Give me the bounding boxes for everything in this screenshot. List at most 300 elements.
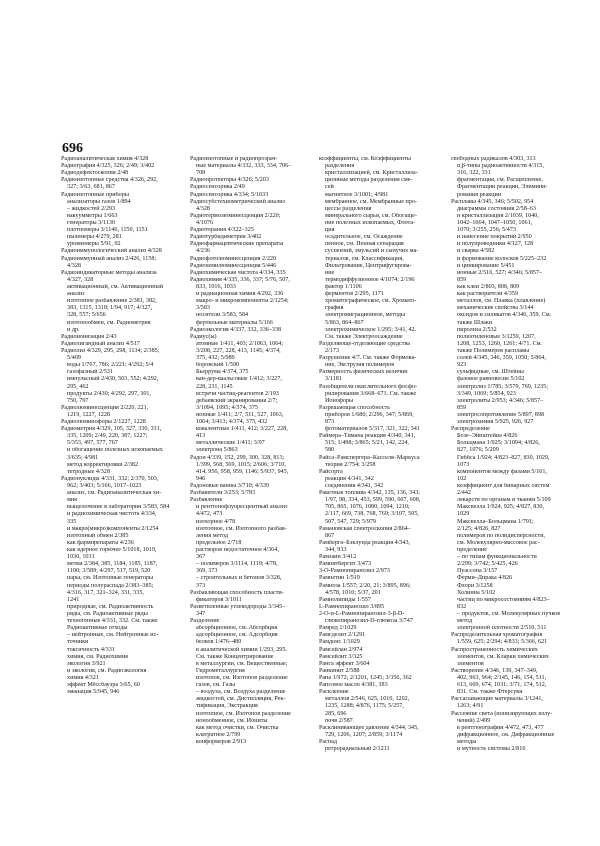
index-entry: фактор 1/1106 — [325, 283, 362, 290]
index-entry: Радиус(ы) — [190, 333, 217, 340]
index-entry: элементов — [457, 660, 484, 667]
index-entry: 5/863, 864–867 — [325, 319, 364, 326]
index-entry: 1241 — [67, 596, 80, 603]
index-entry: 833, 1016, 1033 — [196, 283, 236, 290]
index-entry: 1029 — [457, 511, 470, 518]
index-entry: 1190; 3/589; 4/297, 517, 519, 520 — [67, 568, 151, 575]
index-entry: и мутность системы 2/816 — [457, 746, 526, 753]
index-entry: металлов 2/546, 625, 1010, 1202, — [325, 696, 410, 703]
index-entry: воды 1/767, 786; 2/221; 4/292; 5/4 — [67, 362, 154, 369]
index-entry: ферментов 2/295, 1171 — [325, 291, 384, 298]
index-entry: тетродные 4/328 — [67, 468, 110, 475]
index-entry: Радиоиммунный анализ 2/426, 1158; — [61, 255, 157, 262]
index-entry: клатратное 2/799 — [196, 731, 241, 738]
index-entry: Радиофармацевтические препараты — [190, 241, 284, 248]
index-entry: реакция 4/341, 342 — [325, 475, 374, 482]
index-entry: фикаторов 3/1011 — [196, 596, 242, 603]
index-entry: 4/1076 — [196, 219, 214, 226]
index-entry: 1/97, 98, 334, 453, 599, 590, 607, 608, — [325, 497, 421, 504]
index-entry: 3/208, 227, 228, 413, 1145; 4/374, — [196, 347, 281, 354]
index-entry: 4/236 — [196, 248, 210, 255]
index-entry: разделения — [325, 163, 355, 170]
index-entry: L-Рамнопиранозил 3/895 — [319, 603, 385, 610]
index-entry: Рамзаин 3/412 — [319, 554, 357, 561]
index-entry: 923 — [457, 362, 467, 369]
index-entry: Рамсейлан 2/974 — [319, 646, 363, 653]
index-entry: Радиоаналитическая химия 4/328 — [61, 156, 149, 162]
index-entry: Разбавление — [190, 497, 223, 504]
index-entry: ние полезных ископаемых, Флота- — [325, 219, 416, 226]
index-entry: 3/1094, 1095; 4/374, 375 — [196, 404, 258, 411]
index-entry: почв 2/587 — [325, 717, 353, 724]
index-entry: пиролиза 2/532 — [457, 326, 497, 333]
index-entry: и радиационная химия 4/292, 336 — [196, 291, 284, 298]
index-entry: териалов, см. Классификация, — [325, 255, 404, 262]
index-entry: Радиолигандный анализ 4/517 — [61, 340, 140, 347]
index-entry: 375, 432; 5/989 — [196, 355, 235, 362]
index-entry: осадительное, см. Осаждение — [325, 234, 403, 241]
index-entry: полиэтиленовые 3/1259, 1207, — [457, 333, 536, 340]
index-column-4 — [451, 156, 577, 753]
index-entry: Радиоиндикаторные методы анализа — [61, 269, 157, 276]
index-entry: минерального сырья, см. Обогаще- — [325, 212, 417, 219]
index-entry: дифракционное, см. Дифракционные — [457, 731, 555, 738]
index-entry: 335, 1209; 2/49, 220, 387, 1227; — [67, 433, 148, 440]
index-column-3 — [319, 156, 445, 753]
index-entry: лекарств по органам и тканям 5/109 — [457, 497, 551, 504]
index-entry: Фрагментации реакции, Элимини- — [457, 184, 548, 191]
index-entry: Холинна 5/102 — [457, 589, 496, 596]
index-entry: эффект Мёссбауэра 3/65, 60 — [67, 682, 140, 689]
index-entry: и формование колосков 5/225–232 — [457, 255, 547, 262]
index-entry: 750, 797 — [67, 397, 89, 404]
index-entry: Рапа 1/972; 2/1201, 1245; 3/356, 362 — [319, 674, 412, 681]
index-entry: как растворители 4/359 — [457, 291, 518, 298]
index-column-1 — [61, 156, 187, 696]
index-entry: 3/349, 1069; 5/854, 923 — [457, 390, 516, 397]
index-entry: электрона 5/863 — [196, 447, 238, 454]
index-entry: 413 — [196, 433, 206, 440]
index-entry: 285, 696 — [325, 710, 347, 717]
index-entry: Радиохемилюминесценция 5/446 — [190, 262, 277, 269]
index-entry: Радиолиз 4/329, 295, 298, 1134; 2/385; — [61, 347, 160, 354]
index-entry: газофазный 2/531 — [67, 369, 114, 376]
index-entry: глюкопиранозил-D-глюкоза 3/747 — [325, 618, 413, 625]
index-entry: Ранга эффект 3/604 — [319, 660, 370, 667]
index-entry: атомные 1/411, 403; 2/1063, 1064; — [196, 340, 284, 347]
index-entry: встречи частиц-реагентов 2/193 — [196, 390, 279, 397]
index-entry: периоды полураспада 2/383–385; — [67, 582, 154, 589]
index-entry: 1042–1064, 1047–1050, 1061, — [457, 219, 533, 226]
index-entry: 962; 3/403; 5/166, 1017–1023 — [67, 483, 142, 490]
index-entry: электрохимическое 1/295; 3/41, 42. — [325, 326, 417, 333]
index-entry: 1235, 1288; 4/876, 1175; 5/257, — [325, 703, 404, 710]
index-entry: коэффициент для бинарных систем — [457, 483, 550, 490]
index-entry: 2/442 — [457, 490, 471, 497]
index-entry: Бьеррума 4/374, 375 — [196, 369, 249, 376]
index-entry: метки 2/384, 385, 1184, 1185, 1187, — [67, 561, 158, 568]
index-entry: фазовое равновесие 5/102 — [457, 376, 525, 383]
index-entry: рования реакции — [457, 191, 502, 198]
index-entry: Радон 4/339, 152, 299, 300, 328, 813; — [190, 454, 285, 461]
index-entry: 946 — [196, 475, 206, 482]
index-entry: точники — [67, 639, 89, 646]
index-entry: 4/328 — [67, 262, 81, 269]
index-entry: 580 — [325, 447, 335, 454]
index-entry: как ядерное горючее 5/1018, 1019, — [67, 547, 157, 554]
index-entry: 1/399, 568, 569, 1015; 2/606; 3/710, — [196, 461, 286, 468]
index-entry: также Полимерев расплавы — [457, 347, 530, 354]
index-entry: Радиография 4/325, 326; 2/49; 3/402 — [61, 163, 155, 170]
index-entry: графия — [325, 305, 344, 312]
index-entry: ления метод — [196, 532, 228, 539]
index-entry: 831. См. также Фтерсуки — [457, 689, 523, 696]
index-entry: фотоматериалов 5/317, 321, 322, 341 — [325, 426, 420, 433]
index-entry: ные материалы 4/332, 333, 334, 706– — [196, 163, 292, 170]
index-entry: 3/583 — [196, 305, 210, 312]
index-entry: частиц по микросостояниям 4/823– — [457, 596, 550, 603]
index-entry: Рамдонс 1/1029 — [319, 639, 360, 646]
index-entry: Рамнетин 1/519 — [319, 575, 360, 582]
index-entry: продукты 2/430; 4/292, 297, 301, — [67, 390, 152, 397]
index-entry: – воздуха, см. Воздуха разделение — [196, 689, 286, 696]
index-entry: 1208, 1253, 1260, 1261; 4/71. См. — [457, 340, 543, 347]
index-entry: 402, 963, 964; 2/145, 146, 154, 511, — [457, 674, 547, 681]
index-entry: Радиоионизация 2/43 — [61, 333, 117, 340]
index-entry: 1030, 1031 — [67, 554, 95, 561]
index-entry: 2/117, 669, 738, 768, 769; 3/107, 505, — [325, 511, 419, 518]
index-entry: тификация, Экстракция — [196, 703, 258, 710]
index-entry: 5/409 — [67, 355, 81, 362]
index-entry: цессы разделения — [325, 205, 372, 212]
index-entry: 2/173 — [325, 347, 339, 354]
index-entry: изотопообмен, см. Радиометрия — [67, 319, 151, 326]
index-entry: Разделяюще-отделяющие средства — [319, 340, 410, 347]
index-entry: 4/328 — [196, 205, 210, 212]
index-entry: 859 — [457, 404, 467, 411]
index-entry: Райса–Рамспергера–Касселя–Маркуса — [319, 454, 420, 461]
index-entry: Радиоактивные отходы — [67, 625, 128, 632]
index-entry: Радиотурбидиметрия 3/402 — [190, 234, 262, 241]
index-entry: и радиохимическая чистота 4/334, — [67, 511, 157, 518]
index-entry: ция — [325, 227, 335, 234]
index-entry: 316, 322, 331 — [457, 170, 491, 177]
index-entry: Радионуклиды 4/331, 332; 2/370, 503, — [61, 475, 159, 482]
index-entry: природные, см. Радиоактивность — [67, 603, 154, 610]
index-entry: 373 — [196, 582, 206, 589]
index-entry: Радиосенсорика 4/334; 5/1033 — [190, 191, 269, 198]
index-entry: и нанесение покрытий 2/950 — [457, 234, 532, 241]
index-entry: ние, Экструзия полимеров — [325, 362, 395, 369]
index-entry: оксидов и силикатов 4/346, 359. См. — [457, 312, 552, 319]
index-entry: 867 — [325, 532, 335, 539]
index-entry: сульфидные, см. Штейны — [457, 369, 524, 376]
index-entry: и макро(микро)компоненты 2/1254 — [67, 525, 159, 532]
index-entry: анализаторы газов 1/894 — [67, 198, 131, 205]
index-entry: Распространенность химических — [451, 646, 538, 653]
index-entry: 369, 373 — [196, 568, 218, 575]
index-entry: 1064; 3/413; 4/374, 375, 432 — [196, 419, 268, 426]
index-entry: Расклинивающее давление 4/344, 345, — [319, 724, 419, 731]
index-entry: Раймера–Тимана реакция 4/340, 341, — [319, 433, 416, 440]
index-entry: изотопное, см. Изотопов разделение — [196, 710, 291, 717]
index-entry: ционные методы разделения сме- — [325, 177, 413, 184]
index-entry: химия 4/321 — [67, 674, 99, 681]
index-entry: 5/353, 497, 577, 767 — [67, 440, 118, 447]
index-entry: – полимеров 3/1114, 1119; 4/78, — [196, 561, 278, 568]
index-entry: и экология, см. Радиоэкология — [67, 667, 147, 674]
index-entry: Рамнолипиды 1/557 — [319, 596, 371, 603]
index-entry: 1073 — [457, 461, 470, 468]
index-entry: Максвелла–Больцмана 1/791; — [457, 518, 534, 525]
index-entry: Разобщители окислительного фосфо- — [319, 383, 418, 390]
index-entry: Радиоизотопные приборы — [61, 191, 129, 198]
index-entry: растворов недостаточное 4/364, — [196, 547, 279, 554]
index-entry: кристаллизацией, см. Кристаллиза- — [325, 170, 418, 177]
index-entry: анализ, см. Радиоаналитическая хи- — [67, 490, 162, 497]
index-entry: Рамсделит 2/1291 — [319, 632, 366, 639]
index-entry: 4/316, 317, 321–324, 331, 335, — [67, 589, 144, 596]
index-entry: 515; 1/498; 3/865; 5/21, 142, 224, — [325, 440, 409, 447]
index-entry: 832 — [457, 603, 467, 610]
index-entry: электролиты 2/953; 4/346; 5/857– — [457, 397, 544, 404]
index-entry: сей — [325, 184, 334, 191]
index-entry: экология 3/921 — [67, 660, 106, 667]
index-entry: Радиодефектоскопия 2/48 — [61, 170, 129, 177]
index-entry: адсорбционное, см. Адсорбция — [196, 632, 278, 639]
index-entry: Расклеение — [319, 689, 349, 696]
index-entry: носители 3/583, 584 — [196, 312, 249, 319]
index-entry: Рассасывающие материалы 3/1241, — [451, 696, 543, 703]
index-entry: токсичность 4/331 — [67, 646, 115, 653]
index-entry: боровский 1/590 — [196, 362, 240, 369]
index-entry: ионные 2/516, 527; 4/346; 5/857– — [457, 269, 543, 276]
index-entry: и рентгенофлуоресцентный анализ — [196, 504, 288, 511]
index-entry: 328, 557; 5/656 — [67, 312, 106, 319]
index-entry: 705, 865, 1076, 1080, 1094, 1210; — [325, 504, 410, 511]
index-entry: 507, 547, 729; 5/979 — [325, 518, 377, 525]
index-entry: газов, см. Газы — [196, 682, 236, 689]
index-entry: Размерность физических величин — [319, 369, 408, 376]
index-entry: электронной плотности 2/510, 511 — [457, 625, 547, 632]
index-entry: 3/1181 — [325, 376, 342, 383]
index-entry: ковалентные 1/411, 412; 3/227, 228, — [196, 426, 288, 433]
index-entry: Максвелла 1/924, 925; 4/827, 830, — [457, 504, 545, 511]
index-entry: активационный, см. Активационный — [67, 283, 163, 290]
index-entry: Радиохимия 4/335, 336, 337; 5/76, 507, — [190, 276, 290, 283]
index-entry: 102 — [457, 475, 467, 482]
index-entry: α,β-типы радиоактивности 4/315, — [457, 163, 544, 170]
index-entry: метод — [457, 618, 473, 625]
index-entry: 708 — [196, 170, 206, 177]
index-entry: 827, 1076; 5/209 — [457, 447, 499, 454]
index-entry: свободных радикалов 4/303, 313 — [451, 156, 536, 162]
index-entry: 1070; 3/255, 256; 5/473 — [457, 227, 517, 234]
index-entry: Больцмана 1/925; 3/1094; 4/826, — [457, 440, 540, 447]
index-entry: магнитное 3/1001; 4/981 — [325, 191, 389, 198]
index-entry: Радиоиммунологический анализ 4/328 — [61, 248, 162, 255]
index-entry: Радиотермолюминесценция 2/220; — [190, 212, 281, 219]
index-entry: 1/559, 625; 2/294; 4/833; 5/366, 621 — [457, 639, 548, 646]
index-column-2 — [190, 156, 316, 746]
index-entry: изотопное, см. Изотопного разбав- — [196, 525, 287, 532]
index-entry: Расплавы 4/345, 346; 5/502, 954 — [451, 198, 534, 205]
index-entry: 613, 669, 674, 1031; 3/71, 174, 512, — [457, 682, 547, 689]
index-entry: мембранное, см. Мембранные про- — [325, 198, 417, 205]
index-entry: см. Молекулярно-массовое рас- — [457, 539, 540, 546]
index-entry: и цинкирование 5/451 — [457, 262, 515, 269]
index-entry: Радиоизотопные средства 4/326, 292, — [61, 177, 158, 184]
index-entry: вакуумметры 1/663 — [67, 212, 118, 219]
index-entry: 383, 1315, 1318; 1/94, 917; 4/327, — [67, 305, 153, 312]
index-entry: уровнемеры 5/91, 92 — [67, 241, 121, 248]
index-entry: 1263; 4/91 — [457, 703, 484, 710]
index-entry: изотопов, см. Изотопов разделение — [196, 674, 288, 681]
index-entry: пенное, см. Пенная сепарация — [325, 241, 404, 248]
index-entry: Радиосубстехиометрический анализ — [190, 198, 285, 205]
index-entry: Разрешающая способность — [319, 404, 391, 411]
index-entry: См. также Электроосаждение — [325, 333, 403, 340]
index-entry: Разветвленные углеводороды 3/345– — [190, 603, 286, 610]
index-entry: Распад — [319, 738, 338, 745]
index-entry: 414, 956, 958, 959, 1146; 5/937, 945, — [196, 468, 289, 475]
index-entry: ван-дер-ваальсовые 1/412; 3/227, — [196, 376, 282, 383]
index-entry: Радиотерапия 4/322–325 — [190, 227, 254, 234]
index-entry: электросопротивление 5/897, 898 — [457, 411, 545, 418]
index-entry: Радиосенсорика 2/49 — [190, 184, 245, 191]
index-entry: Бозе–Эйнштейна 4/826 — [457, 433, 518, 440]
index-entry: в рентгенографии 4/472, 473, 477 — [457, 724, 544, 731]
index-entry: рилирования 3/668–671. См. также — [325, 390, 417, 397]
index-entry: как фармпрепараты 4/236 — [67, 539, 134, 546]
page-number: 696 — [62, 141, 83, 156]
index-entry: дебаевский экранирования 2/7; — [196, 397, 278, 404]
index-entry: 4/578, 1010; 5/37, 201 — [325, 589, 381, 596]
index-entry: коэффициенты, см. Коэффициенты — [319, 156, 411, 162]
index-entry: техногенные 4/331, 332. См. также — [67, 618, 158, 625]
index-entry: 335 — [67, 518, 77, 525]
index-entry: солей 4/345, 346, 359, 1050; 5/864, — [457, 355, 546, 362]
index-entry: анализ — [67, 291, 85, 298]
index-entry: Растворение 4/346, 139, 347–349, — [451, 667, 538, 674]
index-entry: – жидкостей 2/293 — [67, 205, 116, 212]
index-entry: импульсный 2/430, 503, 552; 4/292, — [67, 376, 159, 383]
index-entry: мия — [67, 497, 77, 504]
index-entry: 295, 462 — [67, 383, 89, 390]
index-entry: белков 1/476–480 — [196, 639, 242, 646]
index-entry: 859 — [457, 276, 467, 283]
index-entry: 3-O-Рамнопиранозил 2/973 — [319, 568, 391, 575]
index-entry: приборов 1/686; 2/296, 347; 5/869, — [325, 411, 414, 418]
index-entry: 1219, 1227, 1228 — [67, 411, 110, 418]
index-entry: – нейтронные, см. Нейтронные ис- — [67, 632, 159, 639]
index-entry: Рассеяние света (ионизирующих излу- — [451, 710, 553, 717]
index-entry: Радиоизотопные и радиопрозрач- — [190, 156, 278, 162]
index-entry: макро- и микрокомпоненты 2/1254; — [196, 298, 289, 305]
index-entry: термодиффузионное 4/1074; 2/196 — [325, 276, 415, 283]
index-entry: 729, 1206, 1207; 2/859; 3/1174 — [325, 731, 403, 738]
index-entry: Разбавители 3/253; 5/783 — [190, 490, 256, 497]
index-entry: метод корректировки 2/382 — [67, 461, 139, 468]
index-entry: и др. — [67, 326, 80, 333]
index-entry: как метод очистки, см. Очистка — [196, 724, 279, 731]
index-entry: 873 — [325, 419, 335, 426]
index-entry: конформеров 2/913 — [196, 738, 247, 745]
index-entry: механические свойства 3/144 — [457, 305, 534, 312]
index-entry: 4/327, 328 — [67, 276, 94, 283]
index-entry: – строительных и бетонов 3/328, — [196, 575, 282, 582]
index-entry: Ракетные топлива 4/342, 135, 136, 343; — [319, 490, 420, 497]
index-entry: Гидрометаллургия — [196, 667, 245, 674]
index-entry: Ионофоры — [325, 397, 354, 404]
index-entry: 347 — [196, 611, 206, 617]
index-entry: пылемеры 4/279, 281 — [67, 234, 122, 241]
index-entry: методы — [457, 738, 477, 745]
index-entry: 4/472, 473 — [196, 511, 223, 518]
index-entry: 367 — [196, 554, 206, 561]
index-entry: Радиолюминофоры 2/1227, 1228 — [61, 419, 146, 426]
index-entry: ретрорадиальный 2/1211 — [325, 746, 390, 753]
index-entry: ряды, см. Радиоактивные ряды — [67, 611, 148, 617]
index-entry: Рамноза 1/557; 2/20, 21; 3/895, 896; — [319, 582, 411, 589]
index-entry: ние — [325, 269, 335, 276]
index-entry: изотопный обмен 2/385 — [67, 532, 129, 539]
index-entry: электромиграционное, методы — [325, 312, 405, 319]
index-entry: Разбавляющая способность пласти- — [190, 589, 284, 596]
index-entry: Рамберга–Бэклунда реакция 4/343, — [319, 539, 411, 546]
index-entry: Распределительная хроматография — [451, 632, 543, 639]
index-entry: Рамред 1/1029 — [319, 625, 357, 632]
index-entry: ионообменное, см. Иониты — [196, 717, 268, 724]
index-entry: – продуктов, см. Молекулярных пучков — [457, 611, 561, 617]
index-entry: Рамнитбергит 3/473 — [319, 561, 372, 568]
index-entry: предельное 2/718 — [196, 539, 242, 546]
index-entry: плотномеры 3/1146, 1150, 1151 — [67, 227, 148, 234]
index-entry: Рамсейлит 3/325 — [319, 653, 363, 660]
index-entry: изохорное 4/78 — [196, 518, 236, 525]
index-entry: выщелочение в лаборатории 3/583, 584 — [67, 504, 170, 511]
index-entry: ионные 1/411; 2/7, 511, 527, 1063, — [196, 411, 284, 418]
index-entry: 2/125; 4/826, 827 — [457, 525, 501, 532]
index-entry: также Шлаки — [457, 319, 493, 326]
index-entry: теория 2/754; 3/258 — [325, 461, 376, 468]
index-entry: пределение — [457, 547, 487, 554]
index-entry: химия, см. Радиохимия — [67, 653, 128, 660]
index-entry: в металлургии, см. Вещественные; — [196, 660, 288, 667]
index-entry: Разрушение 4/7. См. также Формова- — [319, 355, 417, 362]
index-entry: Ранкинит 2/588 — [319, 667, 360, 674]
index-entry: и сварка 4/582 — [457, 248, 495, 255]
index-entry: Распределение — [451, 426, 490, 433]
index-entry: как клеи 2/803, 808, 809 — [457, 283, 520, 290]
index-entry: Радиохимическая чистота 4/334, 335 — [190, 269, 286, 276]
index-entry: 344, 933 — [325, 547, 347, 554]
index-entry: фертильные материалы 5/166 — [196, 319, 273, 326]
index-entry: металлов, см. Плавка (плавление) — [457, 298, 546, 305]
index-entry: изотопное разбавление 2/381, 382, — [67, 298, 157, 305]
index-entry: компонентов между фазами 5/101, — [457, 468, 547, 475]
index-entry: Ферми–Дирака 4/826 — [457, 575, 513, 582]
index-entry: и кристаллизация 2/1039, 1040, — [457, 212, 539, 219]
index-entry: соединения 4/341, 342 — [325, 483, 384, 490]
index-entry: Рапсовое масло 4/381, 383 — [319, 682, 388, 689]
index-entry: 2-O-α-L-Рамнопиранозил-3-β-D- — [319, 611, 405, 617]
index-entry: Радиофотолюминесценция 2/220 — [190, 255, 277, 262]
index-entry: Флори 3/1258 — [457, 582, 493, 589]
index-entry: в аналитической химии 1/293, 295. — [196, 646, 287, 653]
index-entry: – по типам функциональности — [457, 554, 537, 561]
index-entry: и полупроводники 4/127, 128 — [457, 241, 534, 248]
